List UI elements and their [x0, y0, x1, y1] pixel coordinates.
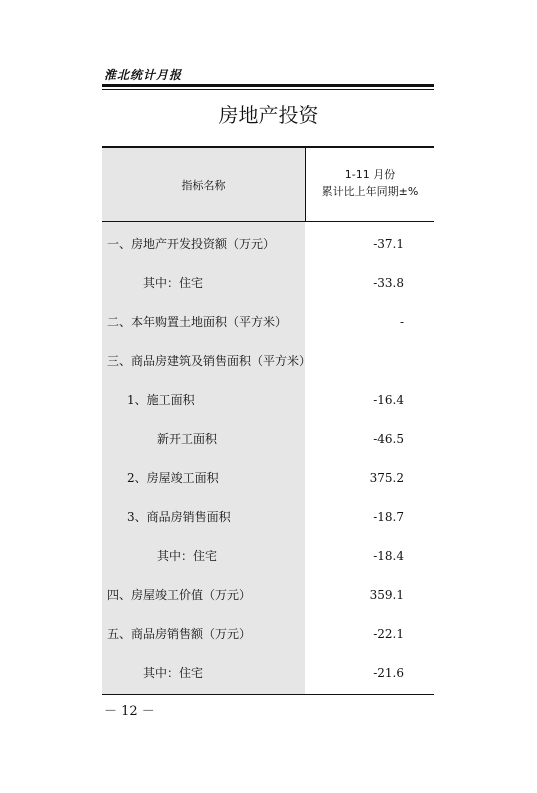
- row-value: -21.6: [373, 666, 404, 680]
- row-name: 其中：住宅: [143, 666, 204, 680]
- table-row: [102, 468, 434, 488]
- report-header-title: 淮北统计月报: [104, 68, 183, 82]
- row-value: -16.4: [373, 393, 404, 407]
- table-row: [102, 234, 434, 254]
- row-name: 其中：住宅: [143, 276, 204, 290]
- table-row: [102, 546, 434, 566]
- row-name: 五、商品房销售额（万元）: [107, 627, 252, 641]
- row-name: 新开工面积: [157, 432, 218, 446]
- table-row: [102, 273, 434, 293]
- row-value: 359.1: [369, 588, 404, 602]
- row-name: 2、房屋竣工面积: [127, 471, 219, 485]
- table-row: [102, 351, 434, 371]
- table-row: [102, 624, 434, 644]
- table-row: [102, 390, 434, 410]
- period-line-2: 累计比上年同期±%: [321, 185, 419, 198]
- header-divider: [102, 221, 434, 222]
- table-row: [102, 663, 434, 683]
- column-header-period: [306, 166, 434, 200]
- row-value: -22.1: [373, 627, 404, 641]
- row-value: -46.5: [373, 432, 404, 446]
- page-number: － 12 －: [104, 704, 155, 719]
- header-rule-thick: [102, 84, 434, 87]
- name-column-shading: [102, 148, 305, 694]
- indicator-table: [102, 146, 434, 695]
- row-value: -37.1: [373, 237, 404, 251]
- row-value: -: [399, 315, 404, 329]
- row-name: 1、施工面积: [127, 393, 195, 407]
- table-row: [102, 585, 434, 605]
- column-header-name: 指标名称: [181, 178, 226, 192]
- row-name: 3、商品房销售面积: [127, 510, 231, 524]
- table-row: [102, 429, 434, 449]
- row-name: 三、商品房建筑及销售面积（平方米）: [107, 354, 312, 368]
- row-value: -18.7: [373, 510, 404, 524]
- table-row: [102, 312, 434, 332]
- row-name: 二、本年购置土地面积（平方米）: [107, 315, 288, 329]
- table-row: [102, 507, 434, 527]
- row-value: 375.2: [369, 471, 404, 485]
- row-name: 其中：住宅: [157, 549, 218, 563]
- header-rule-thin: [102, 89, 434, 90]
- page-title: 房地产投资: [218, 103, 319, 127]
- period-line-1: 1-11 月份: [344, 168, 396, 181]
- row-value: -18.4: [373, 549, 404, 563]
- row-name: 四、房屋竣工价值（万元）: [107, 588, 252, 602]
- row-value: -33.8: [373, 276, 404, 290]
- row-name: 一、房地产开发投资额（万元）: [107, 237, 276, 251]
